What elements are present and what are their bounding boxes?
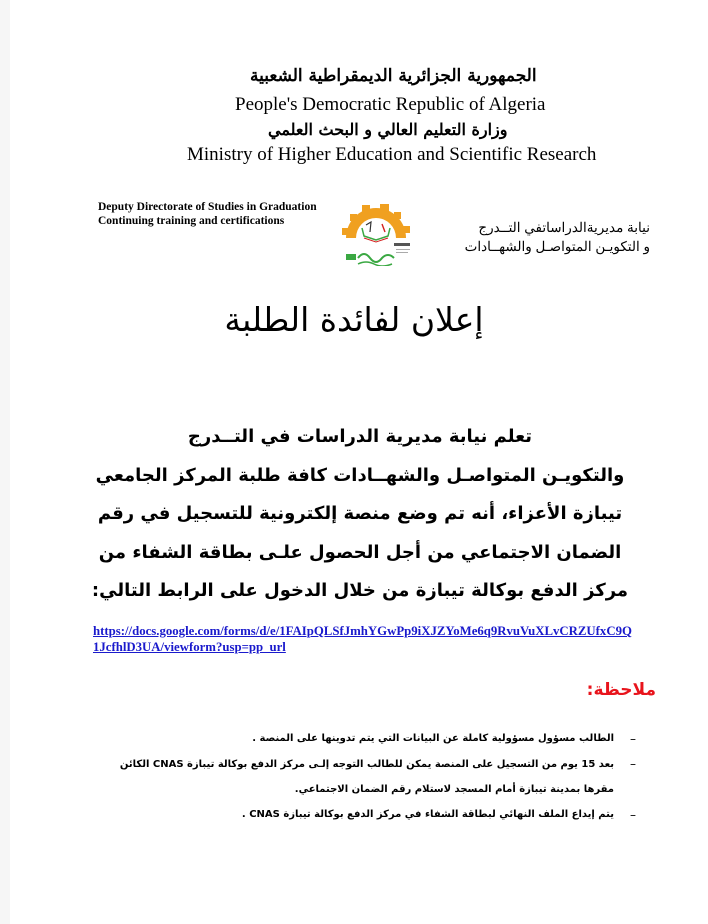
announcement-title: إعلان لفائدة الطلبة (224, 300, 484, 339)
note-text: يتم إيداع الملف النهائي لبطاقة الشفاء في مركز الدفع بوكالة تيبازة CNAS . (241, 809, 614, 820)
logo-battlement (362, 205, 370, 212)
department-arabic-line1: نيابة مديريةالدراساتفي التــدرج (478, 220, 650, 235)
logo-figure (382, 224, 385, 232)
department-arabic-line2: و التكويـن المتواصـل والشهــادات (464, 239, 650, 254)
body-line: مركز الدفع بوكالة تيبازة من خلال الدخول على الرابط التالي: (91, 580, 629, 601)
university-logo (338, 198, 414, 266)
logo-subtext (396, 252, 408, 253)
body-line: تعلم نيابة مديرية الدراسات في التــدرج (187, 426, 533, 447)
logo-book (362, 228, 390, 240)
body-line: تيبازة الأعزاء، أنه تم وضع منصة إلكترونية للتسجيل في رقم (97, 503, 623, 524)
logo-figure (366, 222, 371, 232)
department-english-line1: Deputy Directorate of Studies in Graduation (98, 201, 317, 213)
note-item (88, 752, 636, 802)
university-logo-icon (338, 198, 414, 266)
page-left-margin (0, 0, 10, 924)
logo-battlement (380, 204, 389, 211)
english-ministry-name: Ministry of Higher Education and Scientific Research (187, 144, 597, 165)
logo-battlement (350, 214, 357, 221)
department-english (98, 200, 317, 228)
announcement-body (80, 418, 640, 611)
department-arabic (465, 218, 650, 256)
body-line: الضمان الاجتماعي من أجل الحصول علـى بطاقة الشفاء من (98, 541, 622, 563)
logo-calligraphy (358, 254, 394, 262)
english-country-name: People's Democratic Republic of Algeria (235, 94, 546, 115)
note-item (88, 802, 636, 828)
logo-battlement (342, 228, 349, 235)
dash-bullet-icon: – (630, 732, 636, 746)
department-english-line2: Continuing training and certifications (98, 215, 285, 227)
note-item (88, 726, 636, 752)
notes-list (88, 726, 636, 828)
dash-bullet-icon: – (630, 757, 636, 771)
arabic-ministry-name: وزارة التعليم العالي و البحث العلمي (268, 120, 508, 139)
arabic-country-name: الجمهورية الجزائرية الديمقراطية الشعبية (250, 66, 537, 86)
logo-battlement (403, 226, 410, 233)
logo-green-badge (346, 254, 356, 260)
note-heading: ملاحظة: (586, 680, 656, 700)
logo-battlement (394, 212, 401, 219)
note-text: الطالب مسؤول مسؤولية كاملة عن البيانات التي يتم تدوينها على المنصة . (252, 733, 614, 744)
logo-subtext (396, 249, 410, 250)
registration-form-link[interactable]: https://docs.google.com/forms/d/e/1FAIpQLSfJmhYGwPp9iXJZYoMe6q9RvuVuXLvCRZUfxC9Q1JcfhlD3UA/viewform?usp=pp_url (93, 624, 632, 654)
body-line: والتكويـن المتواصـل والشهــادات كافة طلبة المركز الجامعي (95, 464, 625, 486)
note-text: بعد 15 يوم من التسجيل على المنصة يمكن للطالب التوجه إلـى مركز الدفع بوكالة تيبازة CNAS الكائن مقرها بمدينة تيبازة أمام المسجد لاستلام رقم الضمان الاجتماعي. (119, 759, 614, 795)
logo-text-mark (394, 243, 410, 246)
dash-bullet-icon: – (630, 808, 636, 822)
